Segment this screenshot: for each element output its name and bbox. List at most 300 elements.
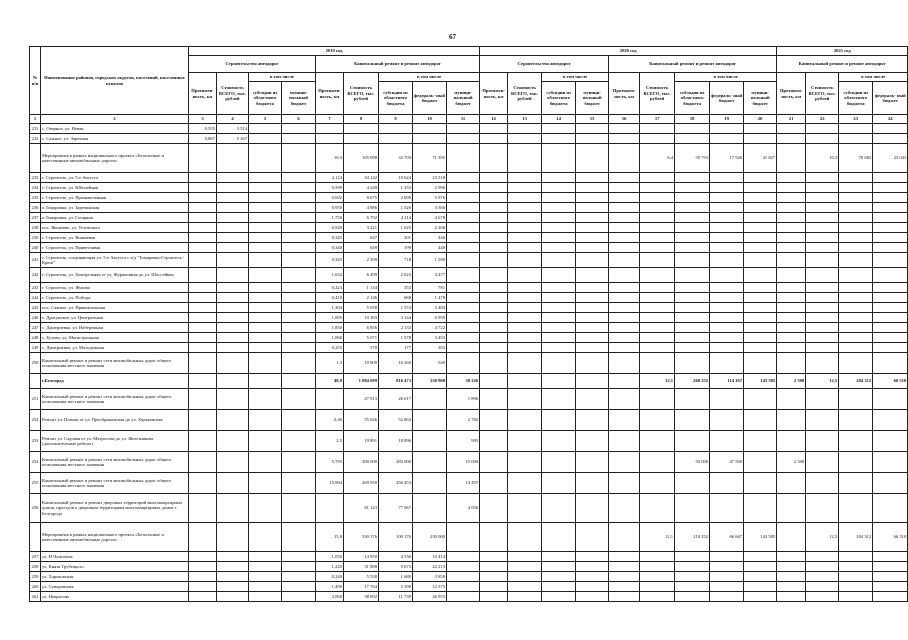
cell-value bbox=[282, 233, 316, 243]
cell-value bbox=[777, 144, 806, 173]
cell-value bbox=[839, 353, 873, 374]
cell-value bbox=[249, 203, 282, 213]
cell-value bbox=[447, 343, 480, 353]
cell-value: 540 bbox=[413, 353, 447, 374]
row-number: 250 bbox=[30, 353, 41, 374]
cell-value: 2 133 bbox=[379, 323, 413, 333]
cell-value bbox=[480, 293, 508, 303]
cell-value bbox=[839, 223, 873, 233]
cell-value bbox=[806, 452, 839, 473]
cell-value bbox=[609, 313, 640, 323]
cell-value bbox=[542, 552, 576, 562]
cell-value bbox=[839, 572, 873, 582]
cell-value bbox=[576, 374, 609, 389]
cell-value: 2 699 bbox=[379, 193, 413, 203]
cell-value bbox=[576, 431, 609, 452]
cell-value: 71 395 bbox=[413, 144, 447, 173]
cell-value bbox=[447, 293, 480, 303]
cell-value bbox=[480, 523, 508, 552]
cell-value bbox=[806, 552, 839, 562]
cell-value bbox=[806, 572, 839, 582]
cell-value bbox=[640, 353, 675, 374]
num-header: № п/п bbox=[30, 47, 41, 115]
row-number: 239 bbox=[30, 233, 41, 243]
cell-value: 1,695 bbox=[316, 313, 344, 323]
table-row bbox=[30, 523, 908, 552]
cell-value: 10 414 bbox=[413, 552, 447, 562]
cell-value bbox=[640, 582, 675, 592]
cell-value bbox=[576, 283, 609, 293]
cell-value bbox=[806, 353, 839, 374]
column-number: 8 bbox=[344, 115, 379, 124]
cell-value bbox=[710, 183, 744, 193]
cell-value bbox=[413, 389, 447, 410]
row-number: 252 bbox=[30, 410, 41, 431]
cell-value bbox=[480, 144, 508, 173]
cell-value bbox=[640, 223, 675, 233]
column-number-row bbox=[30, 115, 908, 124]
row-name: п.Томаровка, ул. Заречинская bbox=[41, 203, 189, 213]
column-number: 6 bbox=[282, 115, 316, 124]
cell-value bbox=[480, 183, 508, 193]
cell-value bbox=[806, 283, 839, 293]
cell-value bbox=[189, 494, 217, 523]
cell-value bbox=[217, 333, 249, 343]
cell-value: 2 782 bbox=[447, 410, 480, 431]
cell-value bbox=[640, 203, 675, 213]
length-header: Протяжен- ность, км bbox=[480, 73, 508, 115]
row-number: 253 bbox=[30, 431, 41, 452]
cell-value bbox=[710, 223, 744, 233]
cell-value bbox=[609, 124, 640, 134]
cell-value bbox=[447, 203, 480, 213]
table-row bbox=[30, 283, 908, 293]
cell-value bbox=[542, 303, 576, 313]
column-number: 9 bbox=[379, 115, 413, 124]
cell-value bbox=[576, 193, 609, 203]
cell-value bbox=[508, 323, 542, 333]
cell-value bbox=[217, 353, 249, 374]
cell-value: 1,830 bbox=[316, 323, 344, 333]
cell-value bbox=[542, 173, 576, 183]
cell-value bbox=[744, 473, 777, 494]
cell-value bbox=[447, 313, 480, 323]
cell-value bbox=[806, 183, 839, 193]
cell-value bbox=[282, 562, 316, 572]
cell-value bbox=[710, 343, 744, 353]
cell-value bbox=[710, 233, 744, 243]
cell-value bbox=[480, 193, 508, 203]
cell-value bbox=[480, 374, 508, 389]
table-row bbox=[30, 223, 908, 233]
table-row bbox=[30, 572, 908, 582]
cell-value bbox=[249, 473, 282, 494]
cell-value: 77 067 bbox=[379, 494, 413, 523]
cell-value bbox=[839, 183, 873, 193]
cell-value bbox=[777, 193, 806, 203]
cell-value bbox=[249, 333, 282, 343]
cell-value bbox=[282, 452, 316, 473]
cell-value bbox=[744, 410, 777, 431]
cell-value bbox=[576, 313, 609, 323]
cell-value: 38 226 bbox=[447, 374, 480, 389]
table-row bbox=[30, 134, 908, 144]
cell-value: 639 bbox=[344, 243, 379, 253]
row-name: Мероприятия в рамках национального проекта «Безопасные и качественные автомобильные дороги» bbox=[41, 144, 189, 173]
column-number: 1 bbox=[30, 115, 41, 124]
cell-value bbox=[508, 268, 542, 283]
row-number: 236 bbox=[30, 203, 41, 213]
cell-value bbox=[576, 293, 609, 303]
row-name: ул. Суворовская bbox=[41, 582, 189, 592]
cell-value: 6 499 bbox=[344, 268, 379, 283]
cell-value: 23 518 bbox=[413, 173, 447, 183]
cell-value bbox=[480, 582, 508, 592]
row-name: пос. Сажное, ул. Привокзальная bbox=[41, 303, 189, 313]
cell-value bbox=[217, 213, 249, 223]
cell-value bbox=[576, 134, 609, 144]
cell-value bbox=[480, 494, 508, 523]
cell-value bbox=[744, 494, 777, 523]
row-number: 238 bbox=[30, 223, 41, 233]
cell-value bbox=[217, 233, 249, 243]
table-row bbox=[30, 144, 908, 173]
cell-value bbox=[576, 572, 609, 582]
table-row bbox=[30, 183, 908, 193]
cell-value bbox=[508, 592, 542, 602]
cell-value bbox=[609, 523, 640, 552]
cell-value bbox=[282, 389, 316, 410]
cell-value bbox=[217, 203, 249, 213]
cell-value bbox=[508, 473, 542, 494]
cell-value bbox=[675, 203, 710, 213]
cell-value bbox=[640, 183, 675, 193]
including-header: в том числе bbox=[542, 73, 609, 82]
cell-value bbox=[189, 313, 217, 323]
row-number: 231 bbox=[30, 124, 41, 134]
cell-value bbox=[777, 353, 806, 374]
subsidy-header: субсидии из областного бюджета bbox=[839, 82, 873, 115]
cell-value bbox=[316, 124, 344, 134]
cell-value: 14 950 bbox=[344, 552, 379, 562]
row-number: 259 bbox=[30, 572, 41, 582]
cell-value: 6,4 bbox=[640, 144, 675, 173]
cell-value bbox=[777, 552, 806, 562]
cell-value bbox=[542, 183, 576, 193]
subsidy-header: субсидии из областного бюджета bbox=[249, 82, 282, 115]
row-number bbox=[30, 144, 41, 173]
cell-value bbox=[447, 213, 480, 223]
cell-value bbox=[777, 124, 806, 134]
cell-value bbox=[480, 223, 508, 233]
row-number: 237 bbox=[30, 213, 41, 223]
cell-value bbox=[710, 268, 744, 283]
cell-value bbox=[806, 293, 839, 303]
cell-value bbox=[480, 283, 508, 293]
cell-value bbox=[447, 552, 480, 562]
row-name: пос. Яковлево, ул. Угловского bbox=[41, 223, 189, 233]
cell-value: 4 056 bbox=[447, 494, 480, 523]
cell-value bbox=[447, 323, 480, 333]
table-row bbox=[30, 124, 908, 134]
cell-value bbox=[189, 552, 217, 562]
cell-value bbox=[576, 183, 609, 193]
cell-value bbox=[542, 473, 576, 494]
cell-value bbox=[542, 592, 576, 602]
cell-value bbox=[609, 343, 640, 353]
cell-value bbox=[576, 144, 609, 173]
cell-value bbox=[806, 253, 839, 268]
cell-value bbox=[873, 572, 908, 582]
cell-value bbox=[189, 173, 217, 183]
cell-value bbox=[839, 323, 873, 333]
cell-value: 330 176 bbox=[344, 523, 379, 552]
cell-value bbox=[777, 203, 806, 213]
cell-value: 256 453 bbox=[379, 473, 413, 494]
cell-value bbox=[839, 213, 873, 223]
cell-value bbox=[249, 343, 282, 353]
table-row bbox=[30, 193, 908, 203]
row-name: Ремонт ул. Попова от ул. Преображенская до ул. Харьковская bbox=[41, 410, 189, 431]
cell-value bbox=[710, 410, 744, 431]
road-program-table bbox=[29, 46, 908, 602]
cell-value bbox=[806, 233, 839, 243]
cell-value bbox=[189, 572, 217, 582]
cell-value bbox=[777, 592, 806, 602]
cell-value bbox=[873, 343, 908, 353]
cell-value bbox=[189, 343, 217, 353]
cell-value bbox=[480, 268, 508, 283]
row-name: г. Строитель, ул. 5-е Августа bbox=[41, 173, 189, 183]
cell-value: 0,240 bbox=[316, 572, 344, 582]
cell-value bbox=[282, 293, 316, 303]
column-number: 24 bbox=[873, 115, 908, 124]
cell-value: 440 bbox=[413, 243, 447, 253]
cell-value: 393 bbox=[413, 343, 447, 353]
subsidy-header: субсидии из областного бюджета bbox=[542, 82, 576, 115]
cell-value bbox=[777, 389, 806, 410]
cell-value bbox=[744, 431, 777, 452]
cell-value: 2 306 bbox=[413, 223, 447, 233]
cell-value bbox=[316, 134, 344, 144]
cell-value bbox=[640, 389, 675, 410]
row-name: г. Строитель, ул. Центральная от ул. Журавлиная до ул. Шоссейная bbox=[41, 268, 189, 283]
cell-value bbox=[873, 494, 908, 523]
cell-value bbox=[542, 333, 576, 343]
cell-value: 6 959 bbox=[413, 313, 447, 323]
cell-value bbox=[508, 253, 542, 268]
cell-value bbox=[839, 243, 873, 253]
cell-value bbox=[744, 253, 777, 268]
row-name: ул. Князя Трубецкого bbox=[41, 562, 189, 572]
cell-value: 10,3 bbox=[806, 144, 839, 173]
cell-value bbox=[576, 562, 609, 572]
cell-value: 0,410 bbox=[316, 293, 344, 303]
table-row bbox=[30, 313, 908, 323]
cell-value: 3 144 bbox=[379, 313, 413, 323]
cell-value: 2 309 bbox=[344, 253, 379, 268]
cell-value bbox=[447, 268, 480, 283]
cell-value bbox=[777, 243, 806, 253]
cell-value bbox=[873, 552, 908, 562]
cell-value bbox=[508, 233, 542, 243]
cell-value: 1 680 bbox=[379, 572, 413, 582]
cell-value bbox=[675, 389, 710, 410]
cell-value: 15,8 bbox=[316, 523, 344, 552]
table-row bbox=[30, 473, 908, 494]
cell-value bbox=[480, 233, 508, 243]
municipal-header: муници- пальный бюджет bbox=[282, 82, 316, 115]
table-row bbox=[30, 389, 908, 410]
cell-value bbox=[542, 523, 576, 552]
cell-value bbox=[447, 303, 480, 313]
cell-value bbox=[744, 223, 777, 233]
cell-value bbox=[542, 572, 576, 582]
row-number: 246 bbox=[30, 313, 41, 323]
cell-value bbox=[508, 552, 542, 562]
cell-value: 1 478 bbox=[413, 293, 447, 303]
cell-value bbox=[249, 233, 282, 243]
cell-value bbox=[413, 410, 447, 431]
table-row bbox=[30, 243, 908, 253]
row-name: с. Озерное, ул. Новая bbox=[41, 124, 189, 134]
cell-value: 353 bbox=[379, 283, 413, 293]
cell-value bbox=[508, 173, 542, 183]
cell-value bbox=[744, 572, 777, 582]
cell-value bbox=[249, 562, 282, 572]
cell-value bbox=[744, 552, 777, 562]
cell-value bbox=[640, 313, 675, 323]
cell-value bbox=[249, 253, 282, 268]
cost-header: Стоимость ВСЕГО, тыс. рублей bbox=[806, 73, 839, 115]
cell-value: 5 538 bbox=[344, 572, 379, 582]
cell-value bbox=[777, 431, 806, 452]
cell-value bbox=[576, 343, 609, 353]
cell-value bbox=[640, 253, 675, 268]
cell-value bbox=[282, 552, 316, 562]
cell-value bbox=[249, 124, 282, 134]
row-number: 241 bbox=[30, 253, 41, 268]
cell-value bbox=[609, 203, 640, 213]
including-header: в том числе bbox=[675, 73, 777, 82]
row-number: 257 bbox=[30, 552, 41, 562]
cell-value: 10 624 bbox=[379, 173, 413, 183]
cell-value bbox=[217, 582, 249, 592]
cell-value bbox=[675, 343, 710, 353]
cell-value bbox=[576, 173, 609, 183]
year-2020-header: 2020 год bbox=[480, 47, 777, 56]
cell-value bbox=[508, 193, 542, 203]
cell-value bbox=[282, 582, 316, 592]
cell-value bbox=[576, 323, 609, 333]
cell-value: 230 000 bbox=[413, 523, 447, 552]
cell-value bbox=[609, 303, 640, 313]
cell-value bbox=[710, 572, 744, 582]
cell-value bbox=[480, 473, 508, 494]
cell-value bbox=[189, 333, 217, 343]
cell-value bbox=[480, 134, 508, 144]
row-number: 249 bbox=[30, 343, 41, 353]
cell-value bbox=[282, 323, 316, 333]
cell-value bbox=[480, 203, 508, 213]
cell-value bbox=[609, 233, 640, 243]
cell-value: 204 312 bbox=[839, 523, 873, 552]
cell-value bbox=[508, 203, 542, 213]
cell-value: 47 500 bbox=[710, 452, 744, 473]
cell-value bbox=[189, 303, 217, 313]
cell-value bbox=[576, 213, 609, 223]
cell-value bbox=[609, 134, 640, 144]
cell-value bbox=[873, 389, 908, 410]
cell-value bbox=[217, 293, 249, 303]
cell-value: 6 792 bbox=[344, 213, 379, 223]
table-row bbox=[30, 452, 908, 473]
cell-value bbox=[217, 431, 249, 452]
cell-value bbox=[873, 323, 908, 333]
cell-value bbox=[873, 410, 908, 431]
cell-value bbox=[777, 572, 806, 582]
construction-2019-header: Строительство автодорог bbox=[189, 56, 316, 73]
cell-value bbox=[508, 313, 542, 323]
cell-value bbox=[675, 213, 710, 223]
cell-value bbox=[710, 353, 744, 374]
cell-value: 10 800 bbox=[344, 353, 379, 374]
cell-value: 5 390 bbox=[379, 582, 413, 592]
row-name: г.Белгород bbox=[41, 374, 189, 389]
cell-value bbox=[189, 562, 217, 572]
cell-value: 1,3 bbox=[316, 353, 344, 374]
cell-value: 201 bbox=[379, 233, 413, 243]
row-name: Капитальный ремонт и ремонт сети автомобильных дорог общего пользования местного значения bbox=[41, 353, 189, 374]
cell-value bbox=[777, 223, 806, 233]
cell-value bbox=[189, 293, 217, 303]
federal-header: федераль- ный бюджет bbox=[413, 82, 447, 115]
cell-value: 1 578 bbox=[379, 333, 413, 343]
cell-value bbox=[316, 389, 344, 410]
cell-value: 114 167 bbox=[710, 374, 744, 389]
cell-value: 4 722 bbox=[413, 323, 447, 333]
cell-value bbox=[413, 134, 447, 144]
cell-value bbox=[675, 243, 710, 253]
cell-value bbox=[839, 389, 873, 410]
cell-value bbox=[710, 203, 744, 213]
cell-value bbox=[282, 592, 316, 602]
cell-value bbox=[508, 283, 542, 293]
table-row bbox=[30, 592, 908, 602]
cell-value bbox=[542, 213, 576, 223]
cell-value bbox=[447, 173, 480, 183]
cell-value bbox=[508, 213, 542, 223]
cell-value bbox=[609, 562, 640, 572]
row-name: г. Строитель, ул. Победы bbox=[41, 293, 189, 303]
cell-value bbox=[675, 572, 710, 582]
cell-value bbox=[249, 582, 282, 592]
cell-value bbox=[675, 193, 710, 203]
cell-value bbox=[609, 183, 640, 193]
table-row bbox=[30, 552, 908, 562]
cell-value: 15 000 bbox=[447, 452, 480, 473]
cell-value bbox=[217, 552, 249, 562]
cell-value bbox=[873, 243, 908, 253]
cell-value bbox=[189, 144, 217, 173]
cell-value bbox=[189, 323, 217, 333]
cell-value bbox=[189, 243, 217, 253]
cell-value bbox=[640, 452, 675, 473]
cell-value bbox=[873, 562, 908, 572]
cell-value bbox=[480, 431, 508, 452]
cell-value: 16,3 bbox=[316, 144, 344, 173]
row-number: 244 bbox=[30, 293, 41, 303]
